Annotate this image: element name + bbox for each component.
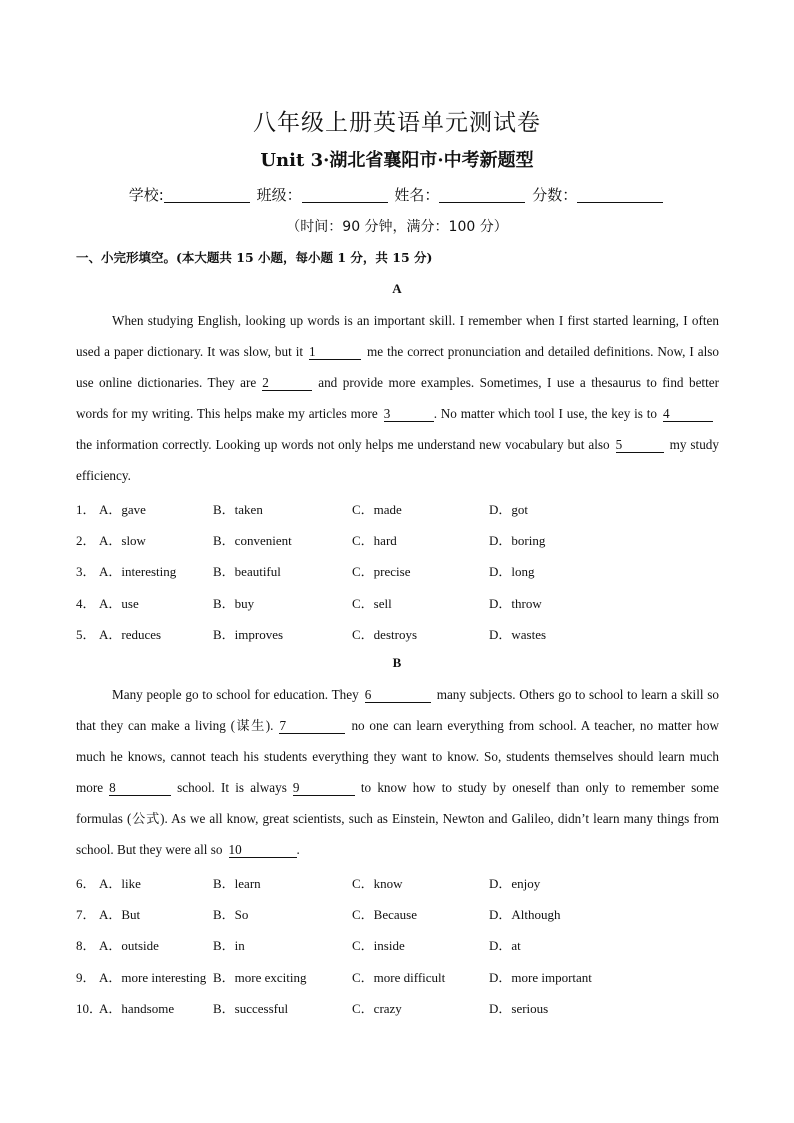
passage-a-label: A <box>392 281 402 296</box>
question-row: 10． A．handsome B．successful C．crazy D．serious <box>76 1000 549 1016</box>
class-field[interactable] <box>302 188 388 203</box>
time-note: （时间：90 分钟，满分：100 分） <box>286 219 508 235</box>
question-row: 1． A．gave B．taken C．made D．got <box>76 502 529 517</box>
passage-b-label: B <box>392 655 402 670</box>
page-title: 八年级上册英语单元测试卷 <box>253 110 541 136</box>
blank-1: 1 <box>309 345 361 360</box>
question-row: 5． A．reduces B．improves C．destroys D．wastes <box>76 626 547 642</box>
score-field[interactable] <box>577 188 663 203</box>
name-label: 姓名： <box>394 186 440 204</box>
blank-4: 4 <box>663 407 713 422</box>
class-label: 班级： <box>256 186 302 204</box>
passage-b-text: Many people go to school for education. They 6 many subjects. Others go to school to learn a skill so that they can make a living (谋生). 7 no one can learn everything from school. A teacher, no matter how much he knows, cannot teach his students everything they want to know. So, students themselves should learn much more 8 school. It is always 9 to know how to study by oneself than only to remember some formulas (公式). As we all know, great scientists, such as Einstein, Newton and Galileo, didn’t learn many things from school. But they were all so 10 . <box>76 687 719 858</box>
options-a <box>76 499 719 655</box>
question-row: 8． A．outside B．in C．inside D．at <box>76 938 521 954</box>
blank-6: 6 <box>365 688 431 703</box>
question-row: 7． A．But B．So C．Because D．Although <box>76 907 561 923</box>
school-field[interactable] <box>164 188 250 203</box>
question-row: 2． A．slow B．convenient C．hard D．boring <box>76 533 546 549</box>
score-label: 分数： <box>532 186 578 204</box>
question-row: 9． A．more interesting B．more exciting C．more difficult D．more important <box>76 969 592 985</box>
blank-7: 7 <box>279 719 345 734</box>
options-b <box>76 873 719 1029</box>
blank-2: 2 <box>262 376 312 391</box>
question-row: 6． A．like B．learn C．know D．enjoy <box>76 876 541 891</box>
blank-8: 8 <box>109 781 171 796</box>
page-subtitle: Unit 3·湖北省襄阳市·中考新题型 <box>260 150 534 171</box>
section-heading: 一、小完形填空。(本大题共 15 小题，每小题 1 分，共 15 分) <box>76 250 433 265</box>
passage-a-text: When studying English, looking up words is an important skill. I remember when I first started learning, I often used a paper dictionary. It was slow, but it 1 me the correct pronunciation and detailed definitions. Now, I also use online dictionaries. They are 2 and provide more examples. Sometimes, I use a thesaurus to find better words for my writing. This helps make my articles more 3 . No matter which tool I use, the key is to 4the information correctly. Looking up words not only helps me understand new vocabulary but also 5 my study efficiency. <box>76 313 719 484</box>
blank-3: 3 <box>384 407 434 422</box>
blank-5: 5 <box>616 438 664 453</box>
blank-10: 10 <box>229 843 297 858</box>
question-row: 3． A．interesting B．beautiful C．precise D．long <box>76 564 535 580</box>
blank-9: 9 <box>293 781 355 796</box>
question-row: 4． A．use B．buy C．sell D．throw <box>76 595 542 611</box>
name-field[interactable] <box>439 188 525 203</box>
student-info-line <box>0 184 794 205</box>
school-label: 学校: <box>128 186 164 204</box>
